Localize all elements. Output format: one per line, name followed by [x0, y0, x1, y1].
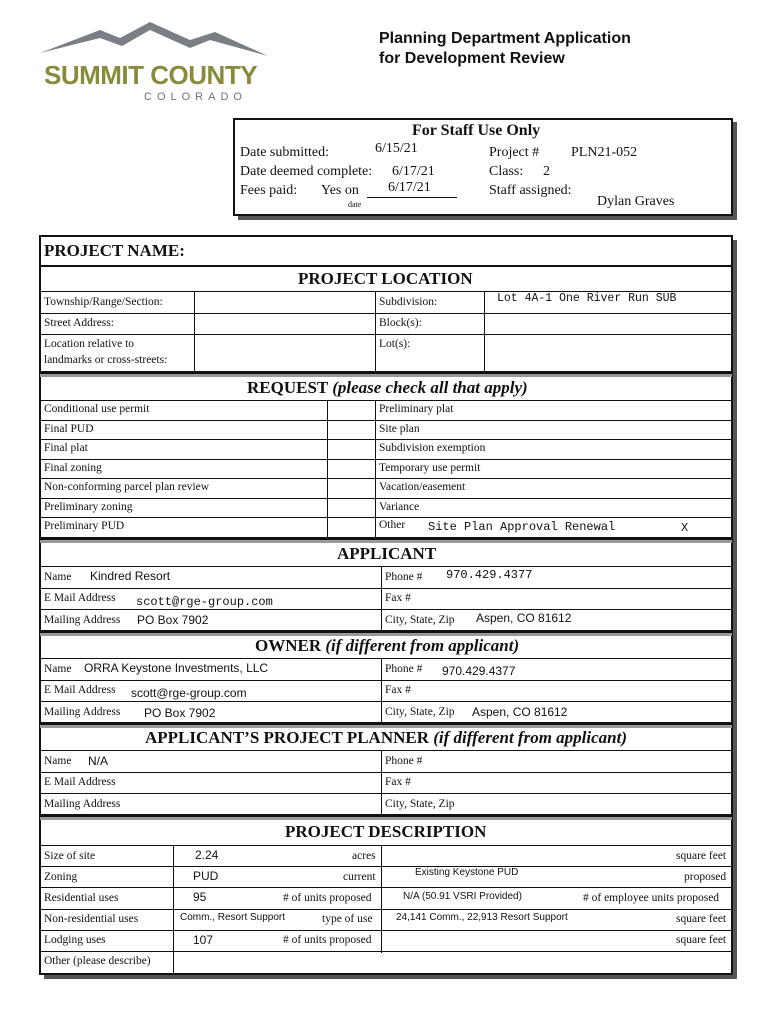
r-zoning-value[interactable]: Existing Keystone PUD	[415, 867, 519, 878]
divider	[40, 517, 732, 518]
applicant-mailing-value[interactable]: PO Box 7902	[137, 613, 209, 627]
owner-mailing-value[interactable]: PO Box 7902	[144, 706, 216, 720]
applicant-name-label: Name	[44, 571, 72, 583]
lodging-label: Lodging uses	[44, 934, 106, 946]
planner-fax-label: Fax #	[385, 776, 411, 788]
date-submitted-value[interactable]: 6/15/21	[375, 141, 418, 156]
request-option-right[interactable]: Temporary use permit	[379, 461, 481, 474]
other-description-label: Other (please describe)	[44, 955, 151, 967]
staff-assigned-value[interactable]: Dylan Graves	[597, 194, 675, 209]
r-zoning-unit: proposed	[684, 871, 727, 883]
request-other-value[interactable]: Site Plan Approval Renewal	[428, 520, 616, 534]
divider	[40, 588, 732, 589]
form-shadow-right	[733, 240, 737, 979]
r-size-unit: square feet	[676, 850, 727, 862]
nonres-label: Non-residential uses	[44, 913, 139, 925]
r-nonres-value[interactable]: 24,141 Comm., 22,913 Resort Support	[396, 912, 568, 923]
planner-mailing-label: Mailing Address	[44, 798, 121, 810]
form-title-line1: Planning Department Application	[379, 30, 631, 47]
request-option-right[interactable]: Site plan	[379, 422, 420, 435]
nonres-value[interactable]: Comm., Resort Support	[180, 912, 286, 923]
request-option-left[interactable]: Conditional use permit	[44, 403, 150, 415]
divider	[40, 609, 732, 610]
township-label: Township/Range/Section:	[44, 296, 163, 308]
lots-label: Lot(s):	[379, 338, 411, 350]
subdivision-label: Subdivision:	[379, 296, 438, 308]
divider	[40, 400, 732, 401]
applicant-phone-value[interactable]: 970.429.4377	[446, 568, 533, 582]
date-complete-label: Date deemed complete:	[240, 164, 373, 179]
owner-name-label: Name	[44, 663, 72, 675]
applicant-city-label: City, State, Zip	[385, 614, 455, 626]
divider	[40, 772, 732, 773]
divider	[40, 478, 732, 479]
fees-date-value[interactable]: 6/17/21	[388, 180, 431, 195]
request-option-right[interactable]: Preliminary plat	[379, 403, 454, 415]
residential-value[interactable]: 95	[193, 890, 207, 904]
divider	[40, 334, 732, 335]
staff-heading: For Staff Use Only	[412, 122, 541, 139]
landmarks-label-1: Location relative to	[44, 338, 135, 350]
divider	[40, 845, 732, 846]
request-heading-text: REQUEST	[247, 378, 328, 397]
planner-heading-note: (if different from applicant)	[433, 728, 627, 747]
owner-phone-value[interactable]: 970.429.4377	[442, 664, 516, 678]
planner-name-value[interactable]: N/A	[88, 754, 109, 768]
owner-phone-label: Phone #	[385, 663, 423, 675]
size-value[interactable]: 2.24	[195, 848, 219, 862]
divider	[40, 866, 732, 867]
divider	[40, 750, 732, 751]
zoning-value[interactable]: PUD	[193, 869, 219, 883]
applicant-mailing-label: Mailing Address	[44, 614, 121, 626]
divider	[40, 439, 732, 440]
size-unit: acres	[352, 850, 376, 862]
project-location-heading: PROJECT LOCATION	[298, 269, 473, 288]
divider	[194, 291, 195, 371]
applicant-name-value[interactable]: Kindred Resort	[90, 569, 171, 583]
lodging-value[interactable]: 107	[193, 933, 214, 947]
logo-state-name: COLORADO	[144, 91, 247, 103]
subdivision-value[interactable]: Lot 4A-1 One River Run SUB	[497, 292, 677, 305]
residential-unit: # of units proposed	[283, 892, 372, 904]
request-option-right[interactable]: Variance	[379, 500, 420, 513]
request-option-left[interactable]: Final PUD	[44, 422, 94, 435]
street-label: Street Address:	[44, 317, 114, 329]
planner-name-label: Name	[44, 755, 72, 767]
form-title-line2: for Development Review	[379, 50, 565, 67]
divider	[40, 658, 732, 659]
request-option-left[interactable]: Preliminary zoning	[44, 500, 133, 513]
r-res-unit: # of employee units proposed	[583, 892, 720, 904]
applicant-phone-label: Phone #	[385, 571, 423, 583]
divider	[484, 291, 485, 371]
blocks-label: Block(s):	[379, 317, 422, 329]
section-band	[40, 817, 732, 820]
size-label: Size of site	[44, 850, 96, 862]
applicant-email-label: E Mail Address	[44, 592, 116, 604]
divider	[381, 566, 382, 630]
divider	[40, 459, 732, 460]
owner-heading-text: OWNER	[255, 636, 322, 655]
date-submitted-label: Date submitted:	[240, 145, 330, 160]
divider	[375, 291, 376, 371]
project-number-value[interactable]: PLN21-052	[571, 145, 638, 160]
zoning-label: Zoning	[44, 871, 78, 883]
owner-email-label: E Mail Address	[44, 684, 116, 696]
divider	[40, 420, 732, 421]
planner-phone-label: Phone #	[385, 755, 423, 767]
owner-city-value[interactable]: Aspen, CO 81612	[472, 705, 568, 719]
request-option-left[interactable]: Final zoning	[44, 461, 102, 474]
owner-mailing-label: Mailing Address	[44, 706, 121, 718]
description-heading: PROJECT DESCRIPTION	[285, 822, 487, 841]
request-other-check[interactable]: X	[681, 521, 689, 535]
staff-assigned-label: Staff assigned:	[489, 183, 572, 198]
request-heading	[247, 378, 528, 398]
form-shadow-bottom	[44, 975, 737, 979]
applicant-email-value[interactable]: scott@rge-group.com	[136, 595, 273, 609]
fees-date-caption: date	[348, 200, 362, 209]
class-label: Class:	[489, 164, 524, 179]
divider	[40, 793, 732, 794]
request-option-right[interactable]: Vacation/easement	[379, 481, 466, 493]
logo-county-name: SUMMIT COUNTY	[44, 60, 258, 90]
divider	[381, 750, 382, 814]
residential-label: Residential uses	[44, 892, 119, 904]
divider	[40, 951, 732, 952]
section-band	[40, 374, 732, 377]
applicant-fax-label: Fax #	[385, 592, 411, 604]
divider	[40, 930, 732, 931]
divider	[40, 887, 732, 888]
divider	[40, 701, 732, 702]
lodging-unit: # of units proposed	[283, 934, 372, 946]
planner-heading-text: APPLICANT’S PROJECT PLANNER	[145, 728, 429, 747]
owner-name-value[interactable]: ORRA Keystone Investments, LLC	[84, 661, 269, 675]
zoning-unit: current	[343, 871, 376, 883]
owner-heading	[255, 636, 519, 656]
divider	[40, 265, 732, 267]
divider	[40, 680, 732, 681]
staff-box-shadow-bottom	[238, 216, 737, 220]
request-other-label: Other	[379, 519, 406, 531]
nonres-unit: type of use	[322, 913, 373, 925]
owner-city-label: City, State, Zip	[385, 706, 455, 718]
owner-heading-note: (if different from applicant)	[325, 636, 520, 655]
divider	[381, 658, 382, 722]
planner-heading	[145, 728, 627, 748]
planner-email-label: E Mail Address	[44, 776, 116, 788]
divider	[40, 909, 732, 910]
fees-paid-label: Fees paid:	[240, 183, 298, 198]
divider	[381, 845, 382, 953]
applicant-city-value[interactable]: Aspen, CO 81612	[476, 611, 572, 625]
applicant-heading: APPLICANT	[337, 544, 437, 563]
request-option-left[interactable]: Non-conforming parcel plan review	[44, 481, 210, 493]
class-value[interactable]: 2	[543, 164, 550, 179]
divider	[40, 498, 732, 499]
project-number-label: Project #	[489, 145, 540, 160]
owner-fax-label: Fax #	[385, 684, 411, 696]
planner-city-label: City, State, Zip	[385, 798, 455, 810]
project-name-label: PROJECT NAME:	[44, 241, 185, 260]
request-option-left[interactable]: Preliminary PUD	[44, 520, 125, 532]
owner-email-value[interactable]: scott@rge-group.com	[131, 686, 247, 700]
r-res-value[interactable]: N/A (50.91 VSRI Provided)	[403, 891, 522, 902]
r-lodging-unit: square feet	[676, 934, 727, 946]
divider	[40, 566, 732, 567]
r-nonres-unit: square feet	[676, 913, 727, 925]
divider	[40, 313, 732, 314]
fees-date-underline	[367, 197, 457, 198]
request-option-left[interactable]: Final plat	[44, 442, 88, 454]
yes-on-label: Yes on	[321, 183, 359, 198]
staff-box-shadow	[733, 122, 737, 220]
section-band	[40, 540, 732, 543]
request-heading-note: (please check all that apply)	[332, 378, 528, 397]
summit-county-logo	[40, 18, 270, 108]
request-option-right[interactable]: Subdivision exemption	[379, 442, 486, 454]
landmarks-label-2: landmarks or cross-streets:	[44, 354, 168, 366]
date-complete-value[interactable]: 6/17/21	[392, 164, 435, 179]
